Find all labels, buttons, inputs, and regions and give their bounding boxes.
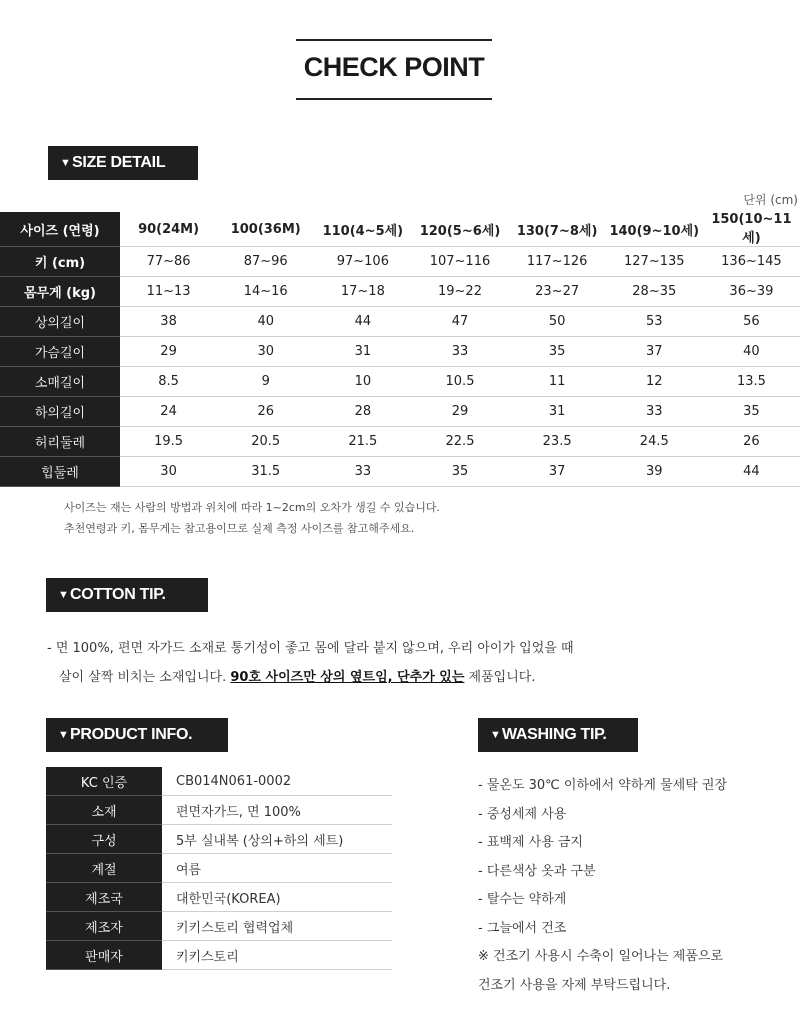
size-row-label: 하의길이: [0, 397, 120, 427]
size-row: [0, 212, 800, 247]
triangle-down-icon: ▼: [58, 589, 69, 601]
size-cell: 21.5: [314, 427, 411, 457]
washing-tip-item: - 중성세제 사용: [478, 806, 567, 822]
size-cell: 19~22: [411, 277, 508, 307]
cotton-tip-text-a: 살이 살짝 비치는 소재입니다.: [59, 670, 227, 685]
size-cell: 26: [703, 427, 800, 457]
size-cell: 33: [314, 457, 411, 487]
size-row: [0, 397, 800, 427]
size-row-label: 힙둘레: [0, 457, 120, 487]
washing-tip-item: ※ 건조기 사용시 수축이 일어나는 제품으로: [478, 949, 724, 964]
size-detail-label: [48, 146, 198, 180]
size-cell: 36~39: [703, 277, 800, 307]
product-info-row: [46, 854, 392, 883]
product-info-key: 구성: [46, 825, 162, 854]
size-row: [0, 367, 800, 397]
size-cell: 77~86: [120, 247, 217, 277]
size-cell: 14~16: [217, 277, 314, 307]
size-cell: 8.5: [120, 367, 217, 397]
triangle-down-icon: ▼: [58, 729, 69, 741]
size-cell: 31: [509, 397, 606, 427]
size-cell: 30: [120, 457, 217, 487]
size-cell: 37: [509, 457, 606, 487]
size-cell: 37: [606, 337, 703, 367]
size-cell: 87~96: [217, 247, 314, 277]
product-info-key: 소재: [46, 796, 162, 825]
size-cell: 9: [217, 367, 314, 397]
size-row: [0, 307, 800, 337]
size-row: [0, 247, 800, 277]
size-cell: 44: [314, 307, 411, 337]
size-cell: 130(7~8세): [509, 212, 606, 247]
size-cell: 22.5: [411, 427, 508, 457]
size-row-label: 소매길이: [0, 367, 120, 397]
product-info-key: 제조국: [46, 883, 162, 912]
size-cell: 17~18: [314, 277, 411, 307]
size-cell: 23~27: [509, 277, 606, 307]
washing-tip-item: - 물온도 30℃ 이하에서 약하게 물세탁 권장: [478, 778, 727, 793]
size-row-label: 사이즈 (연령): [0, 212, 120, 247]
cotton-tip-text-c: 제품입니다.: [468, 670, 536, 685]
product-info-row: [46, 825, 392, 854]
size-cell: 39: [606, 457, 703, 487]
size-row: [0, 277, 800, 307]
product-info-row: [46, 767, 392, 796]
size-cell: 31.5: [217, 457, 314, 487]
size-cell: 20.5: [217, 427, 314, 457]
washing-tip-item: 건조기 사용을 자제 부탁드립니다.: [478, 977, 671, 993]
size-cell: 23.5: [509, 427, 606, 457]
size-row-label: 몸무게 (kg): [0, 277, 120, 307]
product-info-value: 편면자가드, 면 100%: [162, 796, 392, 825]
size-row: [0, 337, 800, 367]
size-row-label: 가슴길이: [0, 337, 120, 367]
size-cell: 120(5~6세): [411, 212, 508, 247]
size-row-label: 키 (cm): [0, 247, 120, 277]
size-cell: 11~13: [120, 277, 217, 307]
size-cell: 50: [509, 307, 606, 337]
product-info-value: 5부 실내복 (상의+하의 세트): [162, 825, 392, 854]
size-table: [0, 212, 800, 487]
size-cell: 100(36M): [217, 212, 314, 247]
product-info-table: [46, 767, 392, 970]
product-info-value: 키키스토리 협력업체: [162, 912, 392, 941]
size-cell: 44: [703, 457, 800, 487]
washing-tip-item: - 다른색상 옷과 구분: [478, 863, 596, 879]
product-info-value: 여름: [162, 854, 392, 883]
product-info-key: 제조자: [46, 912, 162, 941]
washing-tip-item: - 탈수는 약하게: [478, 892, 567, 907]
cotton-tip-label: [46, 578, 208, 612]
cotton-tip-text: [47, 634, 574, 692]
size-row: [0, 457, 800, 487]
product-info-label-text: PRODUCT INFO.: [70, 726, 193, 743]
size-cell: 33: [606, 397, 703, 427]
product-info-row: [46, 912, 392, 941]
size-cell: 28~35: [606, 277, 703, 307]
size-cell: 40: [703, 337, 800, 367]
size-cell: 35: [411, 457, 508, 487]
size-cell: 35: [509, 337, 606, 367]
product-info-value: CB014N061-0002: [162, 767, 392, 796]
size-detail-label-text: SIZE DETAIL: [72, 154, 166, 171]
size-cell: 97~106: [314, 247, 411, 277]
size-cell: 107~116: [411, 247, 508, 277]
header-bottom-rule: [296, 98, 492, 100]
size-cell: 150(10~11세): [703, 212, 800, 247]
product-info-key: 계절: [46, 854, 162, 883]
size-cell: 10: [314, 367, 411, 397]
cotton-tip-line: [47, 663, 574, 692]
size-cell: 11: [509, 367, 606, 397]
size-row: [0, 427, 800, 457]
size-cell: 31: [314, 337, 411, 367]
triangle-down-icon: ▼: [60, 157, 71, 169]
washing-tip-item: - 표백제 사용 금지: [478, 835, 583, 850]
size-cell: 38: [120, 307, 217, 337]
size-cell: 19.5: [120, 427, 217, 457]
size-row-label: 허리둘레: [0, 427, 120, 457]
size-cell: 140(9~10세): [606, 212, 703, 247]
size-cell: 53: [606, 307, 703, 337]
size-note: 추천연령과 키, 몸무게는 참고용이므로 실제 측정 사이즈를 참고해주세요.: [64, 522, 415, 535]
size-cell: 136~145: [703, 247, 800, 277]
product-info-key: KC 인증: [46, 767, 162, 796]
size-cell: 29: [411, 397, 508, 427]
size-cell: 117~126: [509, 247, 606, 277]
unit-label: 단위 (cm): [743, 193, 798, 207]
washing-tip-label: [478, 718, 638, 752]
header-top-rule: [296, 39, 492, 41]
washing-tip-list: [478, 772, 727, 1000]
size-cell: 26: [217, 397, 314, 427]
size-cell: 13.5: [703, 367, 800, 397]
product-info-row: [46, 883, 392, 912]
size-cell: 24: [120, 397, 217, 427]
size-notes: [64, 497, 440, 539]
size-row-label: 상의길이: [0, 307, 120, 337]
size-note: 사이즈는 재는 사람의 방법과 위치에 따라 1~2cm의 오차가 생길 수 있습니다.: [64, 501, 440, 514]
cotton-tip-line: - 면 100%, 편면 자가드 소재로 통기성이 좋고 몸에 달라 붙지 않으며, 우리 아이가 입었을 때: [47, 641, 574, 656]
size-cell: 56: [703, 307, 800, 337]
size-cell: 10.5: [411, 367, 508, 397]
triangle-down-icon: ▼: [490, 729, 501, 741]
product-info-row: [46, 796, 392, 825]
product-info-value: 키키스토리: [162, 941, 392, 970]
size-cell: 29: [120, 337, 217, 367]
cotton-tip-highlight: 90호 사이즈만 상의 옆트임, 단추가 있는: [230, 670, 465, 685]
product-info-key: 판매자: [46, 941, 162, 970]
size-cell: 33: [411, 337, 508, 367]
product-info-row: [46, 941, 392, 970]
size-cell: 35: [703, 397, 800, 427]
size-cell: 127~135: [606, 247, 703, 277]
size-cell: 12: [606, 367, 703, 397]
size-cell: 24.5: [606, 427, 703, 457]
cotton-tip-label-text: COTTON TIP.: [70, 586, 166, 603]
size-cell: 40: [217, 307, 314, 337]
size-cell: 28: [314, 397, 411, 427]
size-cell: 90(24M): [120, 212, 217, 247]
page-title: CHECK POINT: [303, 52, 485, 82]
size-cell: 47: [411, 307, 508, 337]
washing-tip-label-text: WASHING TIP.: [502, 726, 607, 743]
size-cell: 30: [217, 337, 314, 367]
size-cell: 110(4~5세): [314, 212, 411, 247]
washing-tip-item: - 그늘에서 건조: [478, 920, 567, 936]
product-info-label: [46, 718, 228, 752]
product-info-value: 대한민국(KOREA): [162, 883, 392, 912]
